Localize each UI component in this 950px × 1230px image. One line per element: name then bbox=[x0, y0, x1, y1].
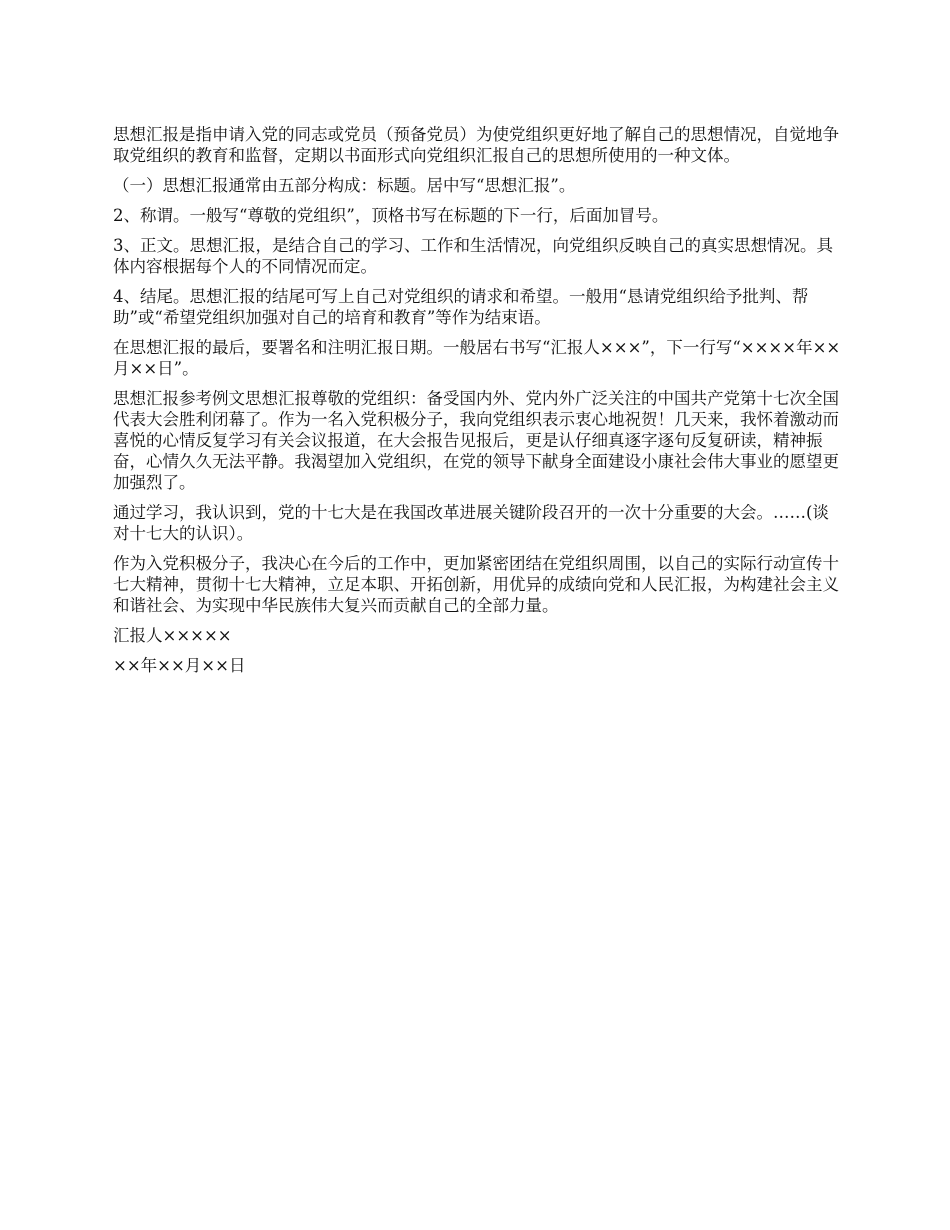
paragraph-salutation: 2、称谓。一般写“尊敬的党组织”，顶格书写在标题的下一行，后面加冒号。 bbox=[113, 206, 669, 225]
document-body bbox=[113, 124, 841, 676]
paragraph-example-letter: 思想汇报参考例文思想汇报尊敬的党组织：备受国内外、党内外广泛关注的中国共产党第十七次全国代表大会胜利闭幕了。作为一名入党积极分子，我向党组织表示衷心地祝贺！几天来，我怀着激动而喜悦的心情反复学习有关会议报道，在大会报告见报后，更是认仔细真逐字逐句反复研读，精神振奋，心情久久无法平静。我渴望加入党组织，在党的领导下献身全面建设小康社会伟大事业的愿望更加强烈了。 bbox=[113, 389, 839, 492]
paragraph-title-section: （一）思想汇报通常由五部分构成：标题。居中写“思想汇报”。 bbox=[113, 176, 576, 195]
paragraph-signature-note: 在思想汇报的最后，要署名和注明汇报日期。一般居右书写“汇报人×××”，下一行写“××××年××月××日”。 bbox=[113, 338, 841, 378]
paragraph-body-section: 3、正文。思想汇报，是结合自己的学习、工作和生活情况，向党组织反映自己的真实思想情况。具体内容根据每个人的不同情况而定。 bbox=[113, 236, 833, 276]
paragraph-resolution: 作为入党积极分子，我决心在今后的工作中，更加紧密团结在党组织周围，以自己的实际行动宣传十七大精神，贯彻十七大精神，立足本职、开拓创新，用优异的成绩向党和人民汇报，为构建社会主义和谐社会、为实现中华民族伟大复兴而贡献自己的全部力量。 bbox=[113, 554, 839, 615]
signature-name: 汇报人××××× bbox=[113, 626, 232, 645]
paragraph-ending-section: 4、结尾。思想汇报的结尾可写上自己对党组织的请求和希望。一般用“恳请党组织给予批判、帮助”或“希望党组织加强对自己的培育和教育”等作为结束语。 bbox=[113, 287, 809, 327]
signature-date: ××年××月××日 bbox=[113, 656, 246, 675]
paragraph-study-reflection: 通过学习，我认识到，党的十七大是在我国改革进展关键阶段召开的一次十分重要的大会。……(谈对十七大的认识）。 bbox=[113, 503, 829, 543]
paragraph-intro: 思想汇报是指申请入党的同志或党员（预备党员）为使党组织更好地了解自己的思想情况，自觉地争取党组织的教育和监督，定期以书面形式向党组织汇报自己的思想所使用的一种文体。 bbox=[113, 125, 839, 165]
